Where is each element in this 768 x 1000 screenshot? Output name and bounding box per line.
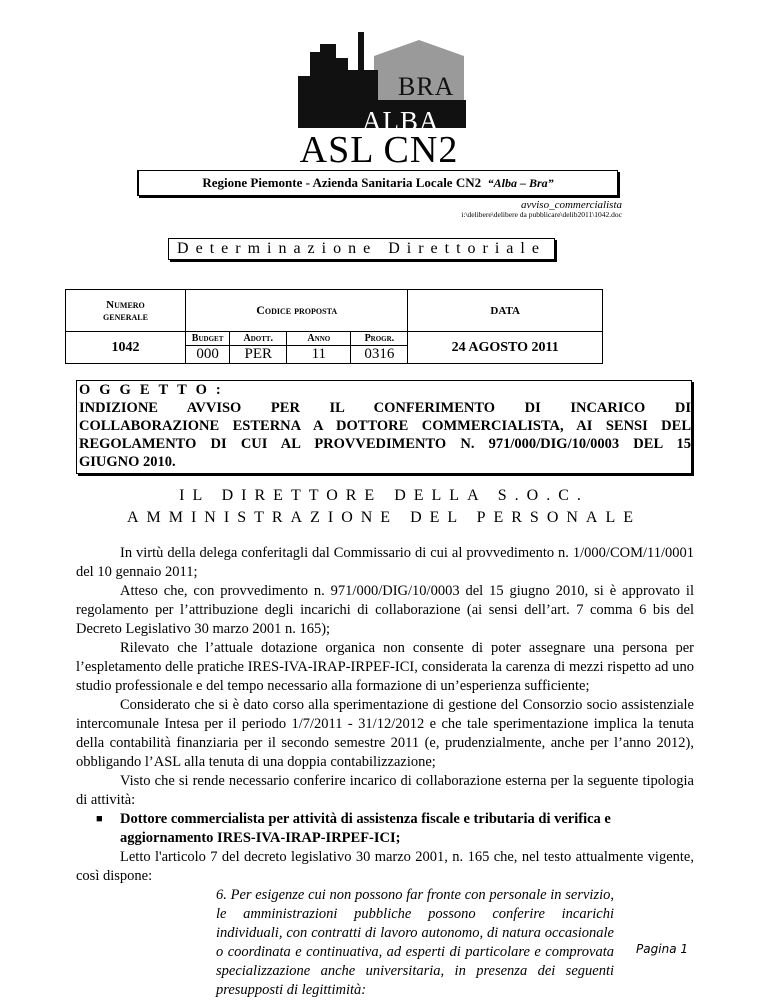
document-type: Determinazione Direttoriale (168, 238, 555, 260)
region-text: Regione Piemonte - Azienda Sanitaria Locale CN2 (202, 175, 482, 190)
bullet-text: Dottore commercialista per attività di assistenza fiscale e tributaria di verifica e aggiornamento IRES-IVA-IRAP-IRPEF-ICI; (120, 811, 611, 846)
oggetto-label: OGGETTO: (79, 382, 230, 398)
budget-label: Budget (185, 332, 229, 346)
anno-label: Anno (287, 332, 351, 346)
legal-quote: 6. Per esigenze cui non possono far fronte con personale in servizio, le amministrazioni pubbliche possono conferire incarichi individuali, con contratti di lavoro autonomo, di natura occasionale o coordinata e continuativa, ad esperti di particolare e comprovata specializzazione anche universitaria, in presenza dei seguenti presupposti di legittimità: (216, 887, 614, 998)
paragraph-letto: Letto l'articolo 7 del decreto legislativo 30 marzo 2001, n. 165 che, nel testo attualmente vigente, così dispone: (76, 849, 694, 884)
paragraph-rilevato: Rilevato che l’attuale dotazione organica non consente di poter assegnare una persona per l’espletamento delle pratiche IRES-IVA-IRAP-IRPEF-ICI, considerata la carenza di mezzi rispetto ad uno studio professionale e del tempo necessario alla formazione di un’esperienza sufficiente; (76, 640, 694, 694)
numero-label: Numero (106, 298, 145, 311)
bullet-square-icon: ■ (96, 813, 103, 825)
adott-value: PER (230, 346, 287, 364)
region-tag: “Alba – Bra” (487, 176, 554, 190)
codice-header: Codice proposta (185, 290, 407, 332)
region-header (137, 170, 618, 196)
page-number: Pagina 1 (636, 942, 688, 956)
file-name: avviso_commercialista (520, 199, 622, 211)
oggetto-line-1: INDIZIONE AVVISO PER IL CONFERIMENTO DI INCARICO DI (79, 400, 691, 416)
budget-value: 000 (185, 346, 229, 364)
paragraph-visto: Visto che si rende necessario conferire incarico di collaborazione esterna per la seguente tipologia di attività: (76, 773, 694, 808)
oggetto-line-2: COLLABORAZIONE ESTERNA A DOTTORE COMMERCIALISTA, AI SENSI DEL (79, 418, 691, 434)
oggetto-line-3: REGOLAMENTO DI CUI AL PROVVEDIMENTO N. 971/000/DIG/10/0003 DEL 15 (79, 436, 691, 452)
data-header: DATA (408, 290, 603, 332)
heading-department: AMMINISTRAZIONE DEL PERSONALE (126, 509, 642, 526)
codes-table (65, 289, 603, 364)
file-path: i:\delibere\delibere da pubblicare\delib2011\1042.doc (461, 210, 622, 219)
heading-director: IL DIRETTORE DELLA S.O.C. (179, 487, 589, 504)
asl-logo (288, 30, 470, 171)
progr-value: 0316 (351, 346, 408, 364)
paragraph-considerato: Considerato che si è dato corso alla sperimentazione di gestione del Consorzio socio assistenziale intercomunale Intesa per il periodo 1/7/2011 - 31/12/2012 e che tale sperimentazione implica la tenuta della contabilità finanziaria per il secondo semestre 2011 (e, prudenzialmente, anche per l’anno 2012), obbligando l’ASL alla tenuta di una doppia contabilizzazione; (76, 697, 694, 770)
adott-label: Adott. (230, 332, 287, 346)
paragraph-delega: In virtù della delega conferitagli dal Commissario di cui al provvedimento n. 1/000/COM/11/0001 del 10 gennaio 2011; (76, 545, 694, 580)
bullet-item (76, 810, 694, 848)
anno-value: 11 (287, 346, 351, 364)
numero-value: 1042 (66, 332, 186, 364)
progr-label: Progr. (351, 332, 408, 346)
logo-text-alba: ALBA (362, 106, 440, 136)
generale-label: generale (103, 310, 148, 323)
oggetto-line-4: GIUGNO 2010. (79, 454, 176, 470)
logo-text-asl: ASL CN2 (299, 129, 459, 171)
logo-text-bra: BRA (398, 72, 455, 101)
oggetto-box (76, 380, 692, 474)
numero-header (66, 290, 186, 332)
data-value: 24 AGOSTO 2011 (408, 332, 603, 364)
paragraph-atteso: Atteso che, con provvedimento n. 971/000/DIG/10/0003 del 15 giugno 2010, si è approvato il regolamento per l’attribuzione degli incarichi di collaborazione (ai sensi dell’art. 7 comma 6 bis del Decreto Legislativo 30 marzo 2001 n. 165); (76, 583, 694, 637)
